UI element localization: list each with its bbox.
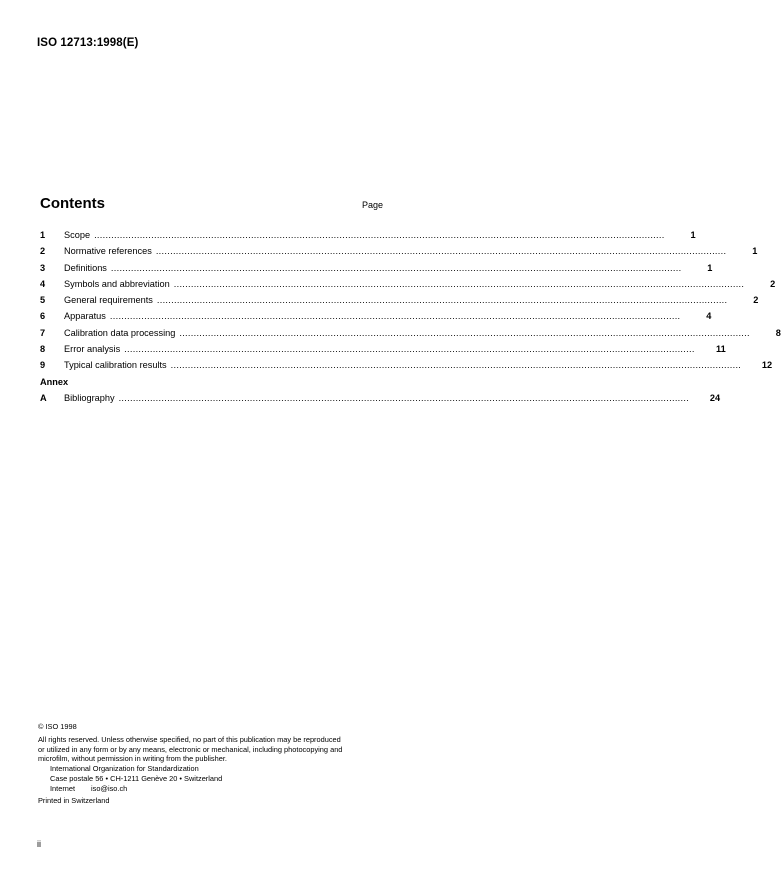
toc-dot-leader: ........................................................................................................................................................................................................ xyxy=(179,327,750,338)
toc-entry-page: 2 xyxy=(753,295,759,306)
toc-entry-label: Calibration data processing xyxy=(64,327,176,338)
toc-dot-leader: ........................................................................................................................................................................................................ xyxy=(155,246,727,257)
printed-in: Printed in Switzerland xyxy=(38,795,110,805)
toc-entry-label: Typical calibration results xyxy=(64,360,167,371)
toc-entry-label: Apparatus xyxy=(64,311,106,322)
toc-entry-page: 11 xyxy=(715,344,726,355)
toc-entry-number: 9 xyxy=(40,360,46,371)
toc-entry-label: Definitions xyxy=(64,262,107,273)
copyright-notice xyxy=(38,722,388,805)
toc-entry-page: 2 xyxy=(770,278,776,289)
toc-entry-general-requirements[interactable] xyxy=(40,292,759,308)
copyright-symbol-line: © ISO 1998 xyxy=(38,722,77,731)
table-of-contents xyxy=(40,227,781,406)
toc-dot-leader: ........................................................................................................................................................................................................ xyxy=(170,360,742,371)
toc-dot-leader: ........................................................................................................................................................................................................ xyxy=(109,311,681,322)
toc-entry-number: 4 xyxy=(40,278,46,289)
toc-dot-leader: ........................................................................................................................................................................................................ xyxy=(110,262,682,273)
toc-entry-symbols-and-abbreviation[interactable] xyxy=(40,276,776,292)
email-link[interactable]: iso@iso.ch xyxy=(91,783,128,793)
toc-entry-number: A xyxy=(40,392,47,403)
toc-entry-number: 3 xyxy=(40,262,46,273)
toc-entry-number: 2 xyxy=(40,246,46,257)
toc-dot-leader: ........................................................................................................................................................................................................ xyxy=(94,230,665,240)
toc-entry-page: 1 xyxy=(707,262,713,273)
organization-name: International Organization for Standardization xyxy=(50,764,199,774)
toc-entry-apparatus[interactable] xyxy=(40,308,712,324)
toc-entry-label: Error analysis xyxy=(64,344,121,355)
toc-entry-page: 4 xyxy=(706,311,712,322)
toc-dot-leader: ........................................................................................................................................................................................................ xyxy=(118,392,690,403)
toc-entry-calibration-data-processing[interactable] xyxy=(40,325,781,341)
toc-entry-page: 24 xyxy=(709,392,721,403)
toc-entry-definitions[interactable] xyxy=(40,260,713,276)
annex-heading: Annex xyxy=(40,376,69,387)
toc-entry-page: 8 xyxy=(775,327,781,338)
toc-entry-label: Bibliography xyxy=(64,392,115,403)
toc-dot-leader: ........................................................................................................................................................................................................ xyxy=(173,278,745,289)
page-number: ii xyxy=(37,839,41,849)
toc-entry-number: 7 xyxy=(40,327,46,338)
organization-address: Case postale 56 • CH-1211 Genève 20 • Switzerland xyxy=(50,773,223,783)
document-identifier: ISO 12713:1998(E) xyxy=(37,37,139,49)
toc-dot-leader: ........................................................................................................................................................................................................ xyxy=(156,295,728,306)
rights-statement-line: All rights reserved. Unless otherwise specified, no part of this publication may be reproduced xyxy=(38,734,341,744)
toc-entry-page: 1 xyxy=(752,246,758,257)
internet-contact xyxy=(38,784,388,794)
toc-entry-number: 8 xyxy=(40,344,46,355)
toc-entry-typical-calibration-results[interactable] xyxy=(40,357,773,373)
rights-statement-line: or utilized in any form or by any means, electronic or mechanical, including photocopying and xyxy=(38,744,343,754)
toc-entry-normative-references[interactable] xyxy=(40,243,758,259)
toc-entry-number: 5 xyxy=(40,295,46,306)
toc-entry-error-analysis[interactable] xyxy=(40,341,726,357)
toc-entry-number: 6 xyxy=(40,311,46,322)
toc-entry-label: Symbols and abbreviation xyxy=(64,278,170,289)
rights-statement-line: microfilm, without permission in writing from the publisher. xyxy=(38,754,227,764)
toc-entry-bibliography[interactable] xyxy=(40,390,721,406)
toc-entry-label: General requirements xyxy=(64,295,153,306)
page-column-heading: Page xyxy=(361,200,383,210)
contents-title: Contents xyxy=(40,195,105,212)
toc-entry-label: Scope xyxy=(64,230,91,240)
internet-label: Internet xyxy=(50,783,76,793)
toc-entry-label: Normative references xyxy=(64,246,152,257)
toc-entry-page: 12 xyxy=(761,360,773,371)
toc-entry-page: 1 xyxy=(690,230,696,240)
toc-entry-number: 1 xyxy=(40,230,46,240)
toc-entry-scope[interactable] xyxy=(40,227,696,243)
toc-dot-leader: ........................................................................................................................................................................................................ xyxy=(124,344,695,355)
